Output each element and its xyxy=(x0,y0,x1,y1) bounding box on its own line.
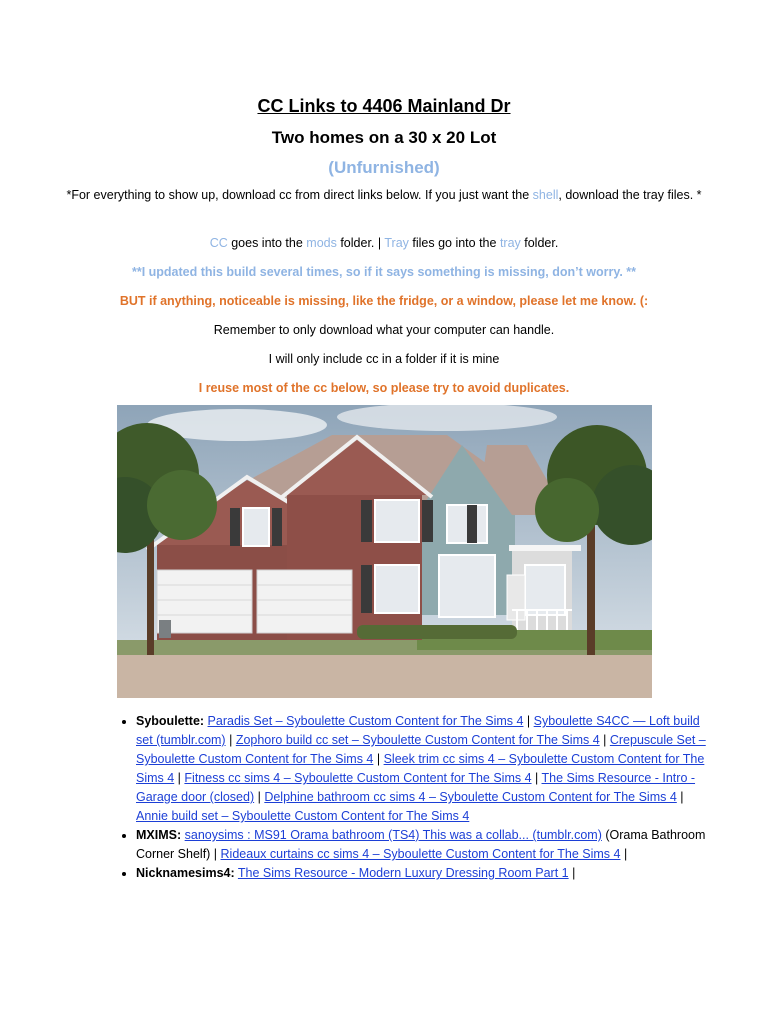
creator-item-syboulette xyxy=(136,712,716,826)
link-fitness-cc[interactable]: Fitness cc sims 4 – Syboulette Custom Content for The Sims 4 xyxy=(184,771,532,785)
folders-text-1: goes into the xyxy=(227,236,307,250)
house-screenshot xyxy=(117,405,652,698)
tray-word: Tray xyxy=(384,236,409,250)
creator-name: MXIMS: xyxy=(136,828,182,842)
separator: | xyxy=(523,714,534,728)
separator: | xyxy=(599,733,610,747)
separator: | xyxy=(174,771,185,785)
page-subtitle: Two homes on a 30 x 20 Lot xyxy=(271,128,497,147)
cc-word: CC xyxy=(209,236,228,250)
separator: | xyxy=(620,847,628,861)
link-loft-build-set[interactable]: Syboulette S4CC — Loft build set (tumblr.com) xyxy=(136,714,700,747)
link-sleek-trim[interactable]: Sleek trim cc sims 4 – Syboulette Custom Content for The Sims 4 xyxy=(136,752,705,785)
link-rideaux-curtains[interactable]: Rideaux curtains cc sims 4 – Syboulette Custom Content for The Sims 4 xyxy=(220,847,621,861)
folders-text-2: folder. | xyxy=(336,236,385,250)
separator: | xyxy=(676,790,684,804)
intro-text-2: , download the tray files. * xyxy=(558,188,702,202)
mods-word: mods xyxy=(306,236,337,250)
creator-item-mxims xyxy=(136,826,716,864)
folders-paragraph xyxy=(60,235,708,252)
link-note: (Orama Bathroom Corner Shelf) | xyxy=(136,828,706,861)
link-paradis-set[interactable]: Paradis Set – Syboulette Custom Content for The Sims 4 xyxy=(207,714,524,728)
link-zophoro-set[interactable]: Zophoro build cc set – Syboulette Custom Content for The Sims 4 xyxy=(235,733,600,747)
reuse-note: I reuse most of the cc below, so please try to avoid duplicates. xyxy=(198,381,570,395)
creator-name: Nicknamesims4: xyxy=(136,866,235,880)
intro-paragraph xyxy=(60,187,708,204)
link-annie-build-set[interactable]: Annie build set – Syboulette Custom Content for The Sims 4 xyxy=(136,809,470,823)
creator-name: Syboulette: xyxy=(136,714,205,728)
link-orama-bathroom[interactable]: sanoysims : MS91 Orama bathroom (TS4) This was a collab... (tumblr.com) xyxy=(184,828,602,842)
tray-word-2: tray xyxy=(499,236,521,250)
status-label: (Unfurnished) xyxy=(328,158,440,177)
folders-text-3: files go into the xyxy=(408,236,500,250)
intro-text-1: *For everything to show up, download cc from direct links below. If you just want the xyxy=(66,188,533,202)
separator: | xyxy=(531,771,542,785)
link-delphine-bathroom[interactable]: Delphine bathroom cc sims 4 – Syboulette Custom Content for The Sims 4 xyxy=(264,790,677,804)
folders-text-4: folder. xyxy=(520,236,559,250)
page-title: CC Links to 4406 Mainland Dr xyxy=(257,96,511,116)
creator-item-nicknamesims4 xyxy=(136,864,716,883)
separator: | xyxy=(254,790,265,804)
link-garage-door[interactable]: The Sims Resource - Intro - Garage door (closed) xyxy=(136,771,696,804)
missing-note: BUT if anything, noticeable is missing, like the fridge, or a window, please let me know. (: xyxy=(119,294,649,308)
update-note: **I updated this build several times, so if it says something is missing, don’t worry. ** xyxy=(131,265,637,279)
separator: | xyxy=(225,733,236,747)
creator-list xyxy=(100,712,716,883)
link-dressing-room[interactable]: The Sims Resource - Modern Luxury Dressing Room Part 1 xyxy=(237,866,569,880)
link-crepuscule-set[interactable]: Crepuscule Set – Syboulette Custom Content for The Sims 4 xyxy=(136,733,706,766)
separator: | xyxy=(568,866,576,880)
remember-note: Remember to only download what your computer can handle. xyxy=(213,323,555,337)
intro-shell-word: shell xyxy=(532,188,559,202)
folder-note: I will only include cc in a folder if it is mine xyxy=(268,352,500,366)
separator: | xyxy=(373,752,384,766)
